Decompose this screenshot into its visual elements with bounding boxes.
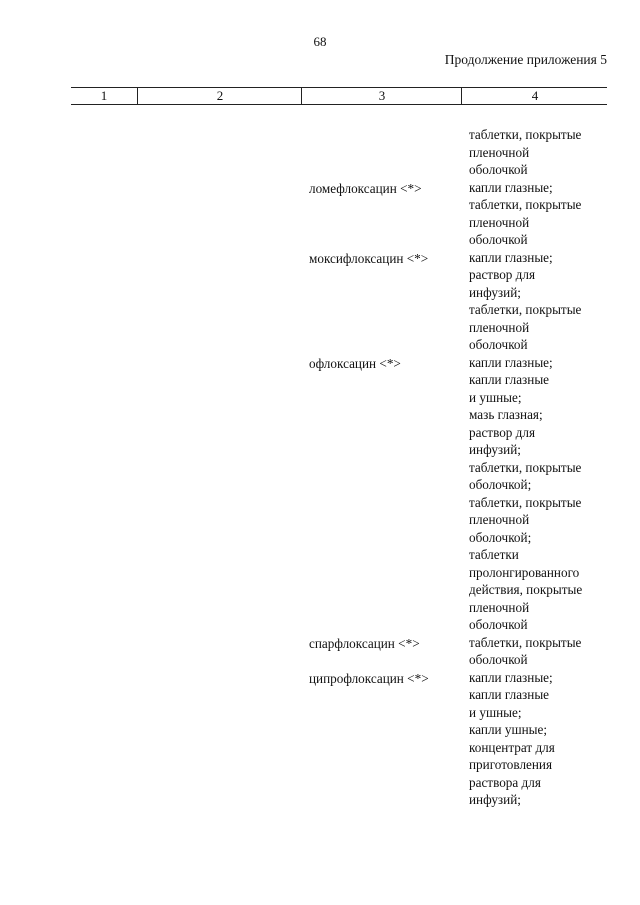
table-header-col-1: 1 <box>100 88 108 103</box>
dosage-form-line: оболочкой <box>469 617 528 632</box>
dosage-form-line: приготовления <box>469 757 553 772</box>
dosage-form-line: оболочкой; <box>469 477 532 492</box>
dosage-form-line: капли глазные; <box>469 669 553 685</box>
dosage-form-line: действия, покрытые <box>469 582 583 597</box>
dosage-form-line: инфузий; <box>469 442 521 457</box>
dosage-form-line: капли глазные <box>469 372 550 387</box>
dosage-form-line: и ушные; <box>469 704 522 720</box>
dosage-form-line: раствор для <box>469 424 536 440</box>
table-header-col-2: 2 <box>137 88 302 104</box>
dosage-form-line: концентрат для <box>469 739 555 755</box>
dosage-form-line: капли глазные; <box>469 354 553 370</box>
drug-name: ломефлоксацин <*> <box>309 180 422 196</box>
dosage-form-line: пленочной <box>469 214 530 230</box>
dosage-form-line: пленочной <box>469 319 530 335</box>
dosage-form-line: оболочкой <box>469 337 528 352</box>
dosage-form-line: оболочкой <box>469 652 528 667</box>
dosage-form-line: оболочкой <box>469 162 528 177</box>
dosage-form-line: оболочкой <box>469 232 528 247</box>
dosage-form-line: и ушные; <box>469 389 522 405</box>
dosage-form-line: раствор для <box>469 267 536 282</box>
dosage-form-line: таблетки, покрытые <box>469 302 582 317</box>
dosage-form-line: мазь глазная; <box>469 407 543 422</box>
dosage-form-line: капли глазные <box>469 687 550 702</box>
dosage-form-line: оболочкой; <box>469 529 532 545</box>
drug-name: моксифлоксацин <*> <box>309 250 429 266</box>
dosage-form-line: инфузий; <box>469 284 521 300</box>
dosage-form-line: таблетки, покрытые <box>469 459 582 475</box>
table-header-col-3: 3 <box>301 88 462 104</box>
drug-name: спарфлоксацин <*> <box>309 635 420 651</box>
dosage-form-line: пленочной <box>469 512 530 527</box>
drug-name: офлоксацин <*> <box>309 355 401 371</box>
table-header-row <box>71 87 607 105</box>
dosage-form-line: пролонгированного <box>469 564 580 580</box>
dosage-form-line: таблетки, покрытые <box>469 197 582 212</box>
dosage-form-line: таблетки, покрытые <box>469 494 582 510</box>
table-header-col-4: 4 <box>461 88 608 104</box>
dosage-form-line: капли глазные; <box>469 179 553 195</box>
dosage-form-line: пленочной <box>469 599 530 615</box>
dosage-form-line: таблетки <box>469 547 519 562</box>
dosage-form-line: капли ушные; <box>469 722 548 737</box>
continuation-label: Продолжение приложения 5 <box>444 52 607 67</box>
drug-name: ципрофлоксацин <*> <box>309 670 429 686</box>
dosage-form-line: таблетки, покрытые <box>469 127 582 142</box>
dosage-form-line: таблетки, покрытые <box>469 634 582 650</box>
dosage-form-line: капли глазные; <box>469 249 553 265</box>
dosage-form-line: инфузий; <box>469 792 521 807</box>
page-number: 68 <box>313 34 327 49</box>
dosage-form-line: пленочной <box>469 144 530 160</box>
dosage-form-line: раствора для <box>469 774 541 790</box>
